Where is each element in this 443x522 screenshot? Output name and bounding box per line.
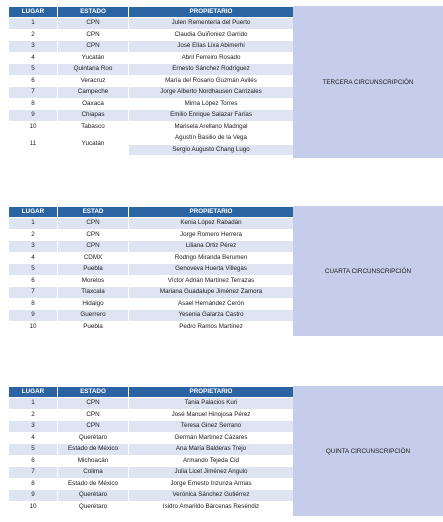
cell-estado: Tlaxcala bbox=[58, 287, 128, 298]
cell-estado: Puebla bbox=[58, 264, 128, 275]
cell-estado: Estado de México bbox=[58, 444, 128, 455]
cell-propietario: Agustín Basilio de la Vega bbox=[129, 133, 293, 144]
table-row bbox=[9, 467, 293, 478]
cell-lugar: 3 bbox=[9, 241, 57, 252]
cell-propietario: Emilio Enrique Salazar Farías bbox=[129, 110, 293, 121]
header-lugar: LUGAR bbox=[9, 207, 57, 217]
cell-estado: Querétaro bbox=[58, 433, 128, 444]
cell-propietario: Verónica Sánchez Gutiérrez bbox=[129, 490, 293, 501]
cell-propietario: José Elías Lixa Abimerhi bbox=[129, 41, 293, 52]
cell-propietario: Marisela Arellano Madrigal bbox=[129, 122, 293, 133]
cell-lugar: 10 bbox=[9, 122, 57, 133]
table-row bbox=[9, 502, 293, 513]
table-header-row bbox=[9, 7, 293, 17]
cell-estado: Yucatán bbox=[58, 53, 128, 64]
table-row bbox=[9, 133, 293, 144]
candidates-table bbox=[8, 6, 294, 156]
cell-lugar: 7 bbox=[9, 287, 57, 298]
cell-propietario: Jorge Alberto Nordhausen Carrizales bbox=[129, 87, 293, 98]
table-row bbox=[9, 253, 293, 264]
header-estado: ESTADO bbox=[58, 7, 128, 17]
cell-lugar: 2 bbox=[9, 410, 57, 421]
cell-estado: CPN bbox=[58, 410, 128, 421]
cell-estado: Michoacán bbox=[58, 456, 128, 467]
cell-propietario: Kenia López Rabadán bbox=[129, 218, 293, 229]
cell-estado: Puebla bbox=[58, 322, 128, 333]
cell-estado: Veracruz bbox=[58, 76, 128, 87]
cell-estado: Estado de México bbox=[58, 479, 128, 490]
circunscripcion-label: TERCERA CIRCUNSCRIPCIÓN bbox=[293, 6, 443, 158]
table-row bbox=[9, 122, 293, 133]
cell-estado: Tabasco bbox=[58, 122, 128, 133]
cell-propietario: Asael Hernández Cerón bbox=[129, 299, 293, 310]
cell-propietario: Julia Licet Jiménez Angulo bbox=[129, 467, 293, 478]
cell-estado: Yucatán bbox=[58, 133, 128, 155]
table-row bbox=[9, 410, 293, 421]
cell-propietario: Mirna López Torres bbox=[129, 99, 293, 110]
cell-propietario: Tania Palacios Kuri bbox=[129, 398, 293, 409]
cell-estado: CPN bbox=[58, 230, 128, 241]
candidates-table bbox=[8, 386, 294, 513]
table-row bbox=[9, 287, 293, 298]
cell-lugar: 10 bbox=[9, 322, 57, 333]
header-lugar: LUGAR bbox=[9, 387, 57, 397]
cell-estado: Querétaro bbox=[58, 502, 128, 513]
table-row bbox=[9, 490, 293, 501]
table-row bbox=[9, 479, 293, 490]
cell-lugar: 7 bbox=[9, 87, 57, 98]
table-header-row bbox=[9, 207, 293, 217]
table-row bbox=[9, 18, 293, 29]
cell-estado: CPN bbox=[58, 398, 128, 409]
cell-estado: Guerrero bbox=[58, 310, 128, 321]
cell-estado: CPN bbox=[58, 30, 128, 41]
cell-lugar: 1 bbox=[9, 18, 57, 29]
cell-lugar: 10 bbox=[9, 502, 57, 513]
table-cuarta bbox=[8, 206, 443, 336]
header-propietario: PROPIETARIO bbox=[129, 387, 293, 397]
cell-propietario: Germán Martínez Cázares bbox=[129, 433, 293, 444]
cell-lugar: 5 bbox=[9, 64, 57, 75]
cell-estado: Hidalgo bbox=[58, 299, 128, 310]
cell-lugar: 8 bbox=[9, 479, 57, 490]
cell-lugar: 4 bbox=[9, 53, 57, 64]
table-tercera bbox=[8, 6, 443, 158]
table-row bbox=[9, 53, 293, 64]
cell-lugar: 8 bbox=[9, 299, 57, 310]
cell-lugar: 6 bbox=[9, 276, 57, 287]
table-row bbox=[9, 398, 293, 409]
cell-propietario: María del Rosario Guzmán Avilés bbox=[129, 76, 293, 87]
cell-propietario: Armando Tejeda Cid bbox=[129, 456, 293, 467]
cell-estado: Morelos bbox=[58, 276, 128, 287]
cell-estado: Campeche bbox=[58, 87, 128, 98]
cell-estado: Colima bbox=[58, 467, 128, 478]
cell-estado: CPN bbox=[58, 18, 128, 29]
cell-lugar: 2 bbox=[9, 30, 57, 41]
cell-lugar: 8 bbox=[9, 99, 57, 110]
cell-lugar: 6 bbox=[9, 76, 57, 87]
table-row bbox=[9, 322, 293, 333]
cell-lugar: 3 bbox=[9, 421, 57, 432]
cell-lugar: 9 bbox=[9, 490, 57, 501]
header-propietario: PROPIETARIO bbox=[129, 7, 293, 17]
table-row bbox=[9, 64, 293, 75]
table-row bbox=[9, 30, 293, 41]
cell-propietario: Mariana Guadalupe Jiménez Zamora bbox=[129, 287, 293, 298]
table-row bbox=[9, 110, 293, 121]
circunscripcion-label: CUARTA CIRCUNSCRIPCIÓN bbox=[293, 206, 443, 336]
cell-lugar: 7 bbox=[9, 467, 57, 478]
header-estado: ESTADO bbox=[58, 387, 128, 397]
cell-propietario: Julen Rementería del Puerto bbox=[129, 18, 293, 29]
cell-estado: Quintana Roo bbox=[58, 64, 128, 75]
table-row bbox=[9, 456, 293, 467]
cell-propietario: Sergio Augusto Chang Lugo bbox=[129, 145, 293, 156]
cell-lugar: 9 bbox=[9, 310, 57, 321]
table-row bbox=[9, 433, 293, 444]
cell-propietario: Yesenia Galarza Castro bbox=[129, 310, 293, 321]
cell-propietario: Teresa Ginez Serrano bbox=[129, 421, 293, 432]
cell-estado: CPN bbox=[58, 41, 128, 52]
table-row bbox=[9, 264, 293, 275]
cell-lugar: 1 bbox=[9, 398, 57, 409]
table-quinta bbox=[8, 386, 443, 516]
cell-propietario: Abril Ferreiro Rosado bbox=[129, 53, 293, 64]
cell-lugar: 3 bbox=[9, 41, 57, 52]
cell-lugar: 4 bbox=[9, 433, 57, 444]
cell-estado: Oaxaca bbox=[58, 99, 128, 110]
cell-lugar: 5 bbox=[9, 444, 57, 455]
table-row bbox=[9, 276, 293, 287]
cell-propietario: Ernesto Sánchez Rodríguez bbox=[129, 64, 293, 75]
cell-estado: CDMX bbox=[58, 253, 128, 264]
header-lugar: LUGAR bbox=[9, 7, 57, 17]
cell-propietario: Claudia Guiñoniez Garrido bbox=[129, 30, 293, 41]
table-row bbox=[9, 87, 293, 98]
cell-estado: CPN bbox=[58, 218, 128, 229]
cell-propietario: Isidro Amarildo Bárcenas Reséndiz bbox=[129, 502, 293, 513]
table-row bbox=[9, 310, 293, 321]
cell-lugar: 6 bbox=[9, 456, 57, 467]
cell-propietario: Ana María Balderas Trejo bbox=[129, 444, 293, 455]
cell-lugar: 5 bbox=[9, 264, 57, 275]
cell-propietario: Pedro Ramos Martínez bbox=[129, 322, 293, 333]
cell-propietario: Jorge Ernesto Inzunza Armas bbox=[129, 479, 293, 490]
cell-estado: CPN bbox=[58, 241, 128, 252]
cell-propietario: Víctor Adrián Martínez Terrazas bbox=[129, 276, 293, 287]
table-row bbox=[9, 99, 293, 110]
table-row bbox=[9, 218, 293, 229]
cell-propietario: Jorge Romero Herrera bbox=[129, 230, 293, 241]
table-row bbox=[9, 241, 293, 252]
cell-propietario: Genoveva Huerta Villegas bbox=[129, 264, 293, 275]
table-row bbox=[9, 76, 293, 87]
cell-propietario: Liliana Ortiz Pérez bbox=[129, 241, 293, 252]
cell-estado: Chiapas bbox=[58, 110, 128, 121]
table-row bbox=[9, 41, 293, 52]
table-row bbox=[9, 444, 293, 455]
candidates-table bbox=[8, 206, 294, 333]
circunscripcion-label: QUINTA CIRCUNSCRIPCIÓN bbox=[293, 386, 443, 516]
cell-lugar: 9 bbox=[9, 110, 57, 121]
cell-propietario: José Manuel Hinojosa Pérez bbox=[129, 410, 293, 421]
cell-estado: CPN bbox=[58, 421, 128, 432]
cell-lugar: 1 bbox=[9, 218, 57, 229]
cell-propietario: Rodrigo Miranda Berumen bbox=[129, 253, 293, 264]
cell-lugar: 2 bbox=[9, 230, 57, 241]
table-header-row bbox=[9, 387, 293, 397]
header-propietario: PROPIETARIO bbox=[129, 207, 293, 217]
table-row bbox=[9, 421, 293, 432]
cell-lugar: 11 bbox=[9, 133, 57, 155]
table-row bbox=[9, 299, 293, 310]
cell-lugar: 4 bbox=[9, 253, 57, 264]
table-row bbox=[9, 230, 293, 241]
cell-estado: Querétaro bbox=[58, 490, 128, 501]
header-estado: ESTAD bbox=[58, 207, 128, 217]
